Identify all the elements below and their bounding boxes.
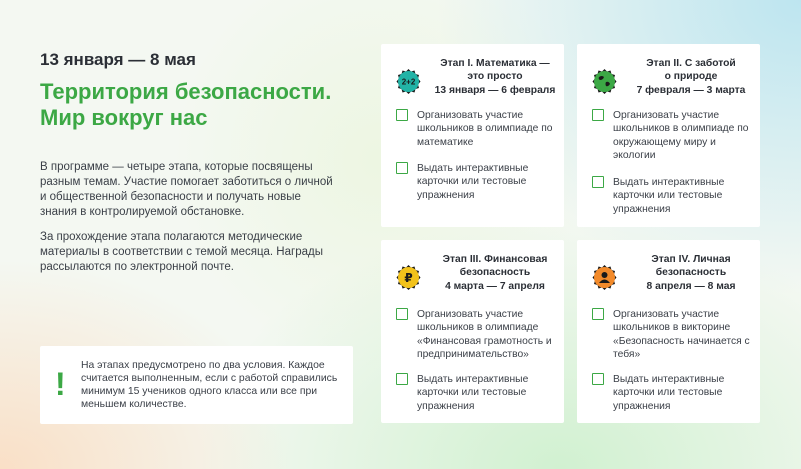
stage-title-line-2: о природе [664, 71, 718, 83]
stage-title-line-1: Этап I. Математика — [440, 58, 550, 69]
stage-card-2 [577, 44, 760, 227]
intro-paragraph-1: В программе — четыре этапа, которые посвящены разным темам. Участие помогает заботиться о личной и общественной безопасности и получать новые знания в контролируемой обстановке. [40, 161, 333, 218]
exclamation-icon: ! [55, 366, 66, 402]
stage-title-line-1: Этап III. Финансовая [442, 254, 548, 265]
stage-title [429, 253, 561, 293]
stage-title-line-2: это просто [467, 71, 523, 83]
condition-text: Организовать участие школьников в викторине «Безопасность начинается с тебя» [613, 309, 750, 360]
stage-title [429, 57, 561, 97]
condition-checkbox[interactable] [396, 109, 408, 121]
page-title [40, 79, 370, 131]
stage-title-line-2: безопасность [655, 267, 727, 279]
conditions-note-text: На этапах предусмотрено по два условия. Каждое считается выполненным, если с работой справились минимум 15 учеников одного класса или все при меньшем количестве. [81, 360, 338, 410]
ruble-badge-icon [395, 264, 422, 291]
condition-checkbox[interactable] [592, 308, 604, 320]
stage-dates: 8 апреля — 8 мая [646, 280, 736, 292]
condition-checkbox[interactable] [592, 373, 604, 385]
stage-title-line-2: безопасность [459, 267, 531, 279]
stage-dates: 7 февраля — 3 марта [636, 84, 746, 96]
condition-text: Организовать участие школьников в олимпиаде по математике [417, 110, 553, 148]
conditions-note [40, 346, 353, 424]
stage-card-3 [381, 240, 564, 423]
stage-dates: 13 января — 6 февраля [434, 84, 556, 96]
stage-title [625, 57, 757, 97]
page-title-line-1: Территория безопасности. [40, 79, 332, 104]
intro-paragraph-2: За прохождение этапа полагаются методические материалы в соответствии с темой месяца. Награды рассылаются по электронной почте. [40, 231, 323, 273]
condition-checkbox[interactable] [396, 373, 408, 385]
condition-text: Выдать интерактивные карточки или тестовые упражнения [613, 374, 725, 412]
stage-title-line-1: Этап II. С заботой [646, 58, 736, 69]
person-badge-icon [591, 264, 618, 291]
condition-text: Выдать интерактивные карточки или тестовые упражнения [613, 177, 725, 215]
condition-text: Организовать участие школьников в олимпиаде по окружающему миру и экологии [613, 110, 749, 161]
stage-dates: 4 марта — 7 апреля [445, 280, 545, 292]
stage-title [625, 253, 757, 293]
condition-checkbox[interactable] [592, 109, 604, 121]
program-dates: 13 января — 8 мая [40, 50, 196, 69]
ruble-badge-label: ₽ [404, 271, 413, 285]
condition-checkbox[interactable] [396, 308, 408, 320]
globe-badge-icon [591, 68, 618, 95]
stage-card-1 [381, 44, 564, 227]
condition-text: Выдать интерактивные карточки или тестовые упражнения [417, 374, 529, 412]
condition-checkbox[interactable] [592, 176, 604, 188]
condition-text: Организовать участие школьников в олимпиаде «Финансовая грамотность и предпринимательство» [417, 309, 552, 360]
condition-text: Выдать интерактивные карточки или тестовые упражнения [417, 163, 529, 201]
stage-card-4 [577, 240, 760, 423]
page-title-line-2: Мир вокруг нас [40, 105, 208, 130]
math-badge-label: 2+2 [401, 77, 416, 87]
stage-title-line-1: Этап IV. Личная [651, 254, 731, 265]
math-badge-icon [395, 68, 422, 95]
condition-checkbox[interactable] [396, 162, 408, 174]
